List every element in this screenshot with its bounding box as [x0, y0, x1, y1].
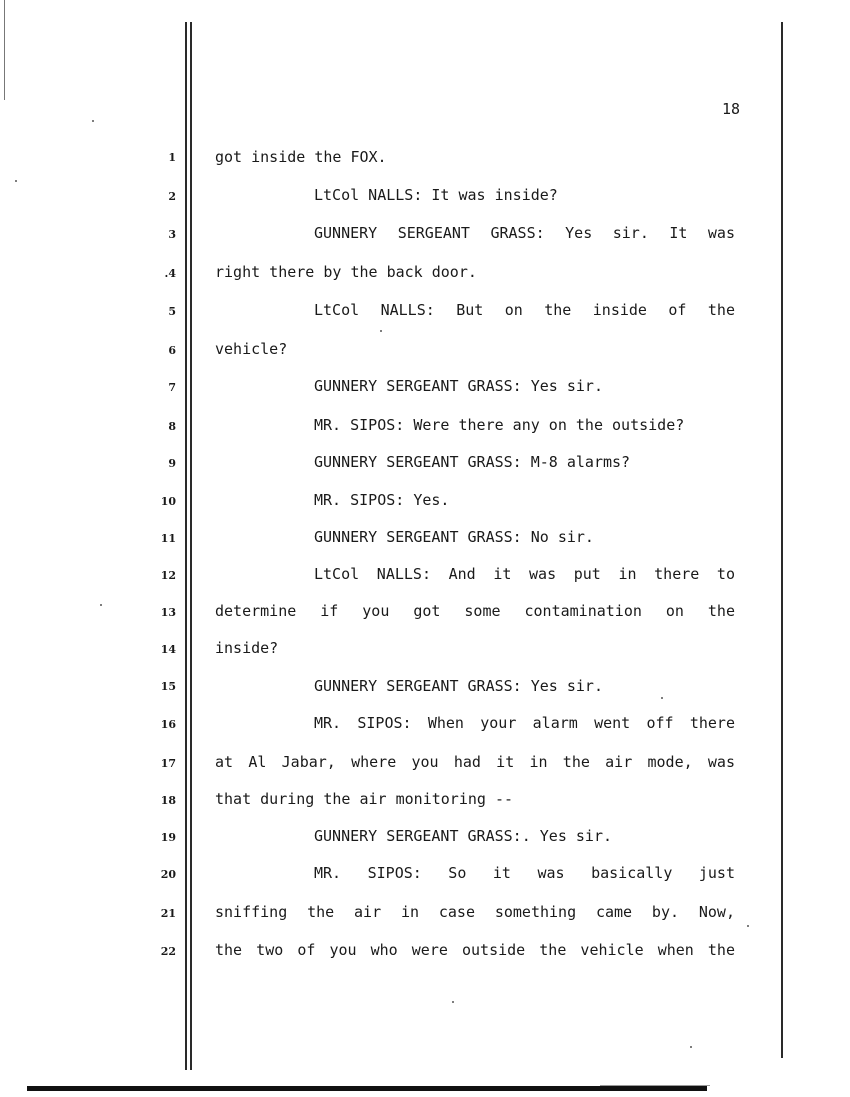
transcript-line: MR. SIPOS: When your alarm went off there	[314, 714, 735, 732]
scan-speck	[690, 1046, 692, 1048]
line-number: .4	[164, 267, 176, 280]
scan-speck	[92, 120, 94, 122]
line-number: 13	[160, 606, 176, 619]
line-number: 8	[168, 420, 176, 433]
right-margin-rule	[781, 22, 783, 1058]
transcript-line: MR. SIPOS: Were there any on the outside?	[314, 416, 685, 434]
scan-speck	[100, 604, 102, 606]
scan-speck	[747, 925, 749, 927]
transcript-line: that during the air monitoring --	[215, 790, 514, 808]
left-margin-rule-inner	[190, 22, 192, 1070]
bottom-rule	[27, 1086, 707, 1091]
line-number: 3	[168, 228, 176, 241]
line-number: 17	[160, 757, 176, 770]
transcript-line: vehicle?	[215, 340, 288, 358]
line-number: 21	[160, 907, 176, 920]
transcript-line: determine if you got some contamination on the	[215, 602, 735, 620]
transcript-line: LtCol NALLS: It was inside?	[314, 186, 558, 204]
transcript-line: GUNNERY SERGEANT GRASS: M-8 alarms?	[314, 453, 631, 471]
line-number: 12	[160, 569, 176, 582]
line-number: 11	[160, 532, 176, 545]
scan-speck	[452, 1001, 454, 1003]
transcript-line: inside?	[215, 639, 279, 657]
transcript-line: GUNNERY SERGEANT GRASS: Yes sir. It was	[314, 224, 735, 242]
left-margin-rule	[185, 22, 187, 1070]
transcript-line: MR. SIPOS: Yes.	[314, 491, 450, 509]
transcript-line: GUNNERY SERGEANT GRASS:. Yes sir.	[314, 827, 613, 845]
line-number: 16	[160, 718, 176, 731]
scan-speck	[380, 330, 382, 332]
line-number: 1	[168, 151, 176, 164]
transcript-line: MR. SIPOS: So it was basically just	[314, 864, 735, 882]
line-number: 2	[168, 190, 176, 203]
left-edge-line	[4, 0, 5, 100]
page-number: 18	[721, 100, 740, 118]
line-number: 19	[160, 831, 176, 844]
line-number: 15	[160, 680, 176, 693]
line-number: 5	[168, 305, 176, 318]
transcript-line: GUNNERY SERGEANT GRASS: Yes sir.	[314, 377, 603, 395]
transcript-line: GUNNERY SERGEANT GRASS: Yes sir.	[314, 677, 603, 695]
transcript-line: the two of you who were outside the vehicle when the	[215, 941, 735, 959]
transcript-line: at Al Jabar, where you had it in the air mode, was	[215, 753, 735, 771]
transcript-line: LtCol NALLS: But on the inside of the	[314, 301, 735, 319]
line-number: 18	[160, 794, 176, 807]
line-number: 9	[168, 457, 176, 470]
transcript-line: sniffing the air in case something came by. Now,	[215, 903, 735, 921]
transcript-line: right there by the back door.	[215, 263, 477, 281]
scan-speck	[661, 697, 663, 699]
line-number: 7	[168, 381, 176, 394]
line-number: 10	[160, 495, 176, 508]
bottom-rule-thin	[600, 1085, 710, 1086]
line-number: 14	[160, 643, 176, 656]
scan-speck	[15, 180, 17, 182]
line-number: 6	[168, 344, 176, 357]
transcript-line: LtCol NALLS: And it was put in there to	[314, 565, 735, 583]
transcript-line: got inside the FOX.	[215, 148, 387, 166]
line-number: 20	[160, 868, 176, 881]
line-number: 22	[160, 945, 176, 958]
transcript-line: GUNNERY SERGEANT GRASS: No sir.	[314, 528, 594, 546]
